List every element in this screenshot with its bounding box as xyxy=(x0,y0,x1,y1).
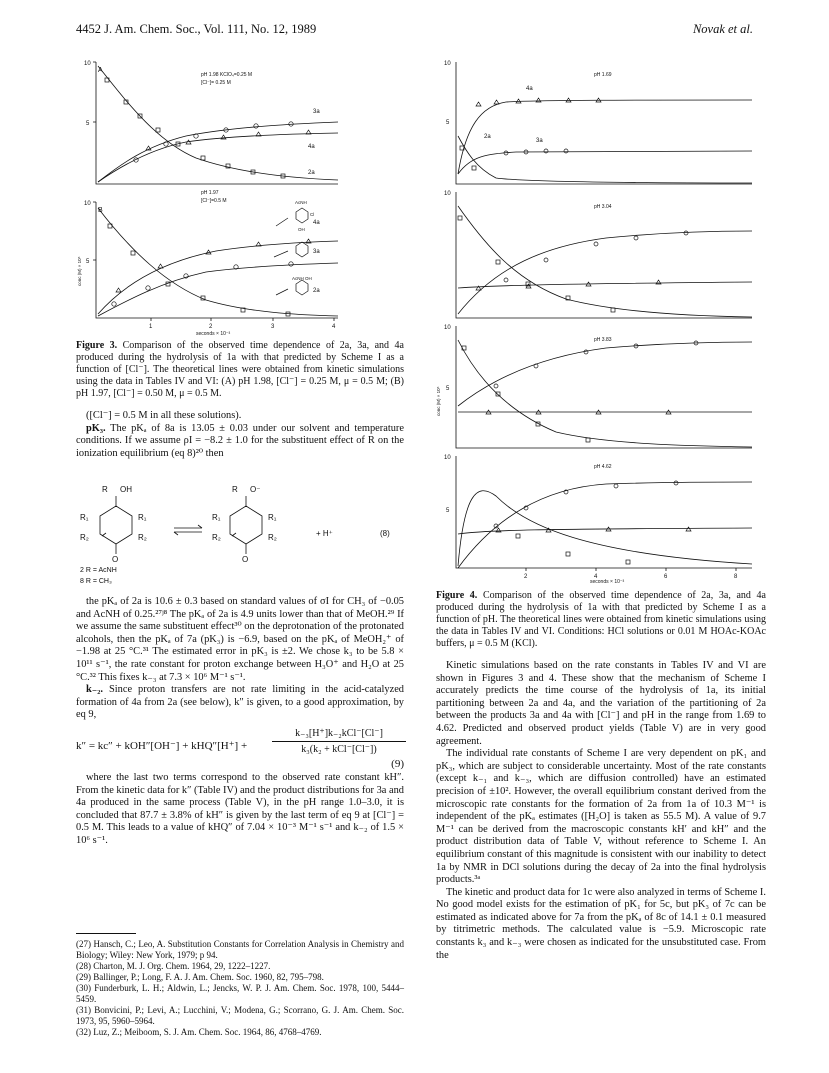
running-header xyxy=(76,22,753,38)
figure-4-caption: Figure 4. Comparison of the observed time dependence of 2a, 3a, and 4a produced during the hydrolysis of 1a with that predicted by Scheme I as a function of pH. The theoretical lines were obtained from kinetic simulations using the data in Tables IV and VI. Conditions: HCl solutions or 0.01 M HOAc-KOAc buffers, μ = 0.5 M (KCl). xyxy=(436,590,766,649)
structure-2a xyxy=(296,280,308,295)
para-cl: ([Cl⁻] = 0.5 M in all these solutions). xyxy=(86,410,242,421)
figure-3-caption: Figure 3. Comparison of the observed time dependence of 2a, 3a, and 4a produced during the hydrolysis of 1a with that predicted by Scheme I as a function of [Cl⁻]. The theoretical lines were obtained from kinetic simulations using the data in Tables IV and VI: (A) pH 1.98, [Cl⁻] = 0.25 M, μ = 0.5 M; (B) pH 1.97, [Cl⁻] = 0.50 M, μ = 0.5 M. xyxy=(76,340,404,399)
panel-a-letter: A xyxy=(98,67,103,74)
svg-text:3: 3 xyxy=(271,324,275,330)
svg-text:R₁: R₁ xyxy=(212,513,221,522)
svg-text:10: 10 xyxy=(84,61,91,67)
panel-b-cond2: [Cl⁻]=0.5 M xyxy=(201,198,227,204)
svg-text:R₂: R₂ xyxy=(268,533,277,542)
ref-31: (31) Bonvicini, P.; Levi, A.; Lucchini, V.; Modena, G.; Scorrano, G. J. Am. Chem. Soc. 1973, 95, 5960–5964. xyxy=(76,1005,404,1026)
fig4-ph1: pH 1.69 xyxy=(594,72,612,78)
fig4-ylabel: conc (M) × 10⁵ xyxy=(436,386,441,416)
label-4a-b: 4a xyxy=(313,220,320,226)
panel-b-cond1: pH 1.97 xyxy=(201,190,219,196)
fig4-axes-2 xyxy=(456,192,752,318)
svg-text:R₁: R₁ xyxy=(80,513,89,522)
fig3-ylabel: conc (M) × 10⁵ xyxy=(77,256,82,286)
panel-b-axes xyxy=(96,202,338,318)
svg-text:O⁻: O⁻ xyxy=(250,485,261,494)
curve-3a-b xyxy=(98,263,338,316)
left-column xyxy=(76,340,404,460)
journal-citation: 4452 J. Am. Chem. Soc., Vol. 111, No. 12, 1989 xyxy=(76,22,317,36)
para-rate-constants: The individual rate constants of Scheme I are very dependent on pK₁ and pK₃, which are subject to considerable uncertainty. Most of the rate constants (except k₋₁ and k₋₃, which are diffusion controlled) have an estimated precision of ±10². However, the overall equilibrium constant derived from the microscopic rate constants for the formation of 2a from 1a of 10.3 M⁻¹ is independent of the pKₐ estimates ([H₂O] is taken as 55.5 M). A value of 9.7 M⁻¹ can be derived from the macroscopic constants kH′ and kH″ and the product distribution data of Table V, without reference to Scheme I. An equilibrium constant of this magnitude is consistent with our inability to detect 1a by NMR in DCl solutions during the decay of 2a into the final hydrolysis products.³ᵃ xyxy=(436,748,766,886)
figure-4 xyxy=(436,56,766,580)
svg-text:8 R = CH₃: 8 R = CH₃ xyxy=(80,578,112,585)
svg-text:10: 10 xyxy=(444,61,451,67)
authors: Novak et al. xyxy=(692,22,753,36)
panel-b-letter: B xyxy=(98,207,103,214)
label-2a-b: 2a xyxy=(313,288,320,294)
svg-text:10: 10 xyxy=(444,325,451,331)
svg-text:10: 10 xyxy=(444,455,451,461)
svg-text:R: R xyxy=(102,485,108,494)
para-k-2: k₋₂. Since proton transfers are not rate limiting in the acid-catalyzed formation of 4a from 2a (see below), k″ is given, to a good approximation, by eq 9, xyxy=(76,684,404,721)
ref-28: (28) Charton, M. J. Org. Chem. 1964, 29, 1222–1227. xyxy=(76,961,271,971)
svg-text:10: 10 xyxy=(84,201,91,207)
svg-text:R₂: R₂ xyxy=(138,533,147,542)
svg-text:8: 8 xyxy=(734,574,738,580)
para-kinetic-sim: Kinetic simulations based on the rate constants in Tables IV and VI are shown in Figures 3 and 4. These show that the mechanism of Scheme I accurately predicts the time course of the hydrolysis of 1a, its initial partitioning between 2a and 4a, and the variation of the partitioning of 2a between the products 3a and 4a with [Cl⁻] and pH in the range from 1.69 to 4.62. Predicted and observed product yields (Table V) are in very good agreement. xyxy=(436,660,766,747)
svg-text:6: 6 xyxy=(664,574,668,580)
ref-27: (27) Hansch, C.; Leo, A. Substitution Constants for Correlation Analysis in Chemistry and Biology; Wiley: New York, 1979; p 94. xyxy=(76,939,404,960)
label-3a-a: 3a xyxy=(313,109,320,115)
label-4a-a: 4a xyxy=(308,144,315,150)
svg-text:AcNH OH: AcNH OH xyxy=(292,276,312,281)
structure-4a xyxy=(296,208,308,223)
svg-text:AcNH: AcNH xyxy=(295,200,307,205)
structure-3a xyxy=(296,242,308,257)
para-pk3: pK₃. The pKₐ of 8a is 13.05 ± 0.03 under our solvent and temperature conditions. If we assume ρI = −8.2 ± 1.0 for the substituent effect of R on the ionization equilibrium (eq 8)²⁰ then xyxy=(76,422,404,459)
references xyxy=(76,939,404,1038)
para-1c: The kinetic and product data for 1c were also analyzed in terms of Scheme I. No good model exists for the estimation of pK₁ for 5c, but pK₃ of 7c can be estimated as indicated above for 7a from the pKₐ of 8c of 14.1 ± 0.1 measured by titrimetric methods. The calculated value is −5.9. Microscopic rate constants k₃ and k₋₃ were chosen as indicated for the unsubstituted case. From the xyxy=(436,886,766,961)
curve-2a-b xyxy=(98,208,338,316)
svg-text:2 R = AcNH: 2 R = AcNH xyxy=(80,567,117,574)
panel-a-cond1: pH 1.98 KClO₄=0.25 M xyxy=(201,72,253,78)
svg-text:(8): (8) xyxy=(380,529,390,538)
label-3a-b: 3a xyxy=(313,249,320,255)
svg-text:5: 5 xyxy=(446,508,450,514)
svg-text:OH: OH xyxy=(120,485,132,494)
fig4-axes-3 xyxy=(456,326,752,448)
para-pka: the pKₐ of 2a is 10.6 ± 0.3 based on standard values of σI for CH₃ of −0.05 and AcNH of 0.25.²⁷ʲ⁸ The pKₐ of 2a is 4.9 units lower than that of MeOH.²⁹ If we assume the same substituent effect³⁰ on the deprotonation of the protonated alcohols, then the pKₐ of 7a (pK₃) is −6.9, based on the pKₐ of MeOH₂⁺ of −1.98 at 25 °C.³¹ The estimated error in pK₃ is ±2. We chose k₃ to be 5.8 × 10¹¹ s⁻¹, the rate constant for proton exchange between H₃O⁺ and H₂O at 25 °C.³² This fixes k₋₃ at 7.3 × 10⁶ M⁻¹ s⁻¹. xyxy=(76,596,404,683)
fig4-label-4a: 4a xyxy=(526,86,533,92)
curve-4a-a xyxy=(98,133,338,182)
svg-text:R₁: R₁ xyxy=(138,513,147,522)
svg-text:5: 5 xyxy=(86,121,90,127)
svg-text:5: 5 xyxy=(446,386,450,392)
svg-text:2: 2 xyxy=(209,324,213,330)
svg-text:O: O xyxy=(112,555,119,564)
svg-text:Cl: Cl xyxy=(310,212,315,217)
fig3-xlabel: seconds × 10⁻³ xyxy=(196,331,231,337)
fig4-axes-1 xyxy=(456,62,752,184)
fig4-ph3: pH 3.83 xyxy=(594,337,612,343)
label-2a-a: 2a xyxy=(308,170,315,176)
svg-text:5: 5 xyxy=(446,120,450,126)
svg-text:R₂: R₂ xyxy=(212,533,221,542)
svg-text:1: 1 xyxy=(149,324,153,330)
fig4-label-2a: 2a xyxy=(484,134,491,140)
fig4-ph4: pH 4.62 xyxy=(594,464,612,470)
svg-text:OH: OH xyxy=(298,227,305,232)
figure-3 xyxy=(76,56,406,336)
para-khq: where the last two terms correspond to the observed rate constant kH″. From the kinetic data for k″ (Table IV) and the product distributions for 3a and 4a produced in the same process (Table V), in the pH range 1.0–3.0, it is concluded that 87.7 ± 3.8% of kH″ is given by the last term of eq 9 at [Cl⁻] = 0.5 M. This leads to a value of kHQ″ of 7.04 × 10⁻³ M⁻¹ s⁻¹ and k₋₂ of 1.5 × 10⁶ s⁻¹. xyxy=(76,771,404,846)
fig4-xlabel: seconds × 10⁻³ xyxy=(590,579,625,585)
ref-29: (29) Ballinger, P.; Long, F. A. J. Am. Chem. Soc. 1960, 82, 795–798. xyxy=(76,972,324,982)
equation-9: k″ = kc″ + kOH″[OH⁻] + kHQ″[H⁺] + k₋₃[H⁺]k₋₂kCl⁻[Cl⁻] k₃(k₂ + kCl⁻[Cl⁻]) (9) xyxy=(76,727,404,770)
ref-32: (32) Luz, Z.; Meiboom, S. J. Am. Chem. Soc. 1964, 86, 4768–4769. xyxy=(76,1027,322,1037)
svg-text:+ H⁺: + H⁺ xyxy=(316,529,333,538)
curve-3a-a xyxy=(98,122,338,182)
svg-text:O: O xyxy=(242,555,249,564)
svg-text:4: 4 xyxy=(594,574,598,580)
svg-text:R₁: R₁ xyxy=(268,513,277,522)
fig4-label-3a: 3a xyxy=(536,138,543,144)
panel-a-cond2: [Cl⁻]= 0.25 M xyxy=(201,80,231,86)
ref-30: (30) Funderburk, L. H.; Aldwin, L.; Jencks, W. P. J. Am. Chem. Soc. 1978, 100, 5444–5459. xyxy=(76,983,404,1004)
fig4-axes-4 xyxy=(456,456,752,568)
equation-8 xyxy=(76,484,406,584)
svg-text:10: 10 xyxy=(444,191,451,197)
svg-text:5: 5 xyxy=(86,259,90,265)
svg-text:R: R xyxy=(232,485,238,494)
right-column xyxy=(436,590,766,962)
svg-text:2: 2 xyxy=(524,574,528,580)
fig4-ph2: pH 3.04 xyxy=(594,204,612,210)
svg-text:4: 4 xyxy=(332,324,336,330)
svg-text:R₂: R₂ xyxy=(80,533,89,542)
